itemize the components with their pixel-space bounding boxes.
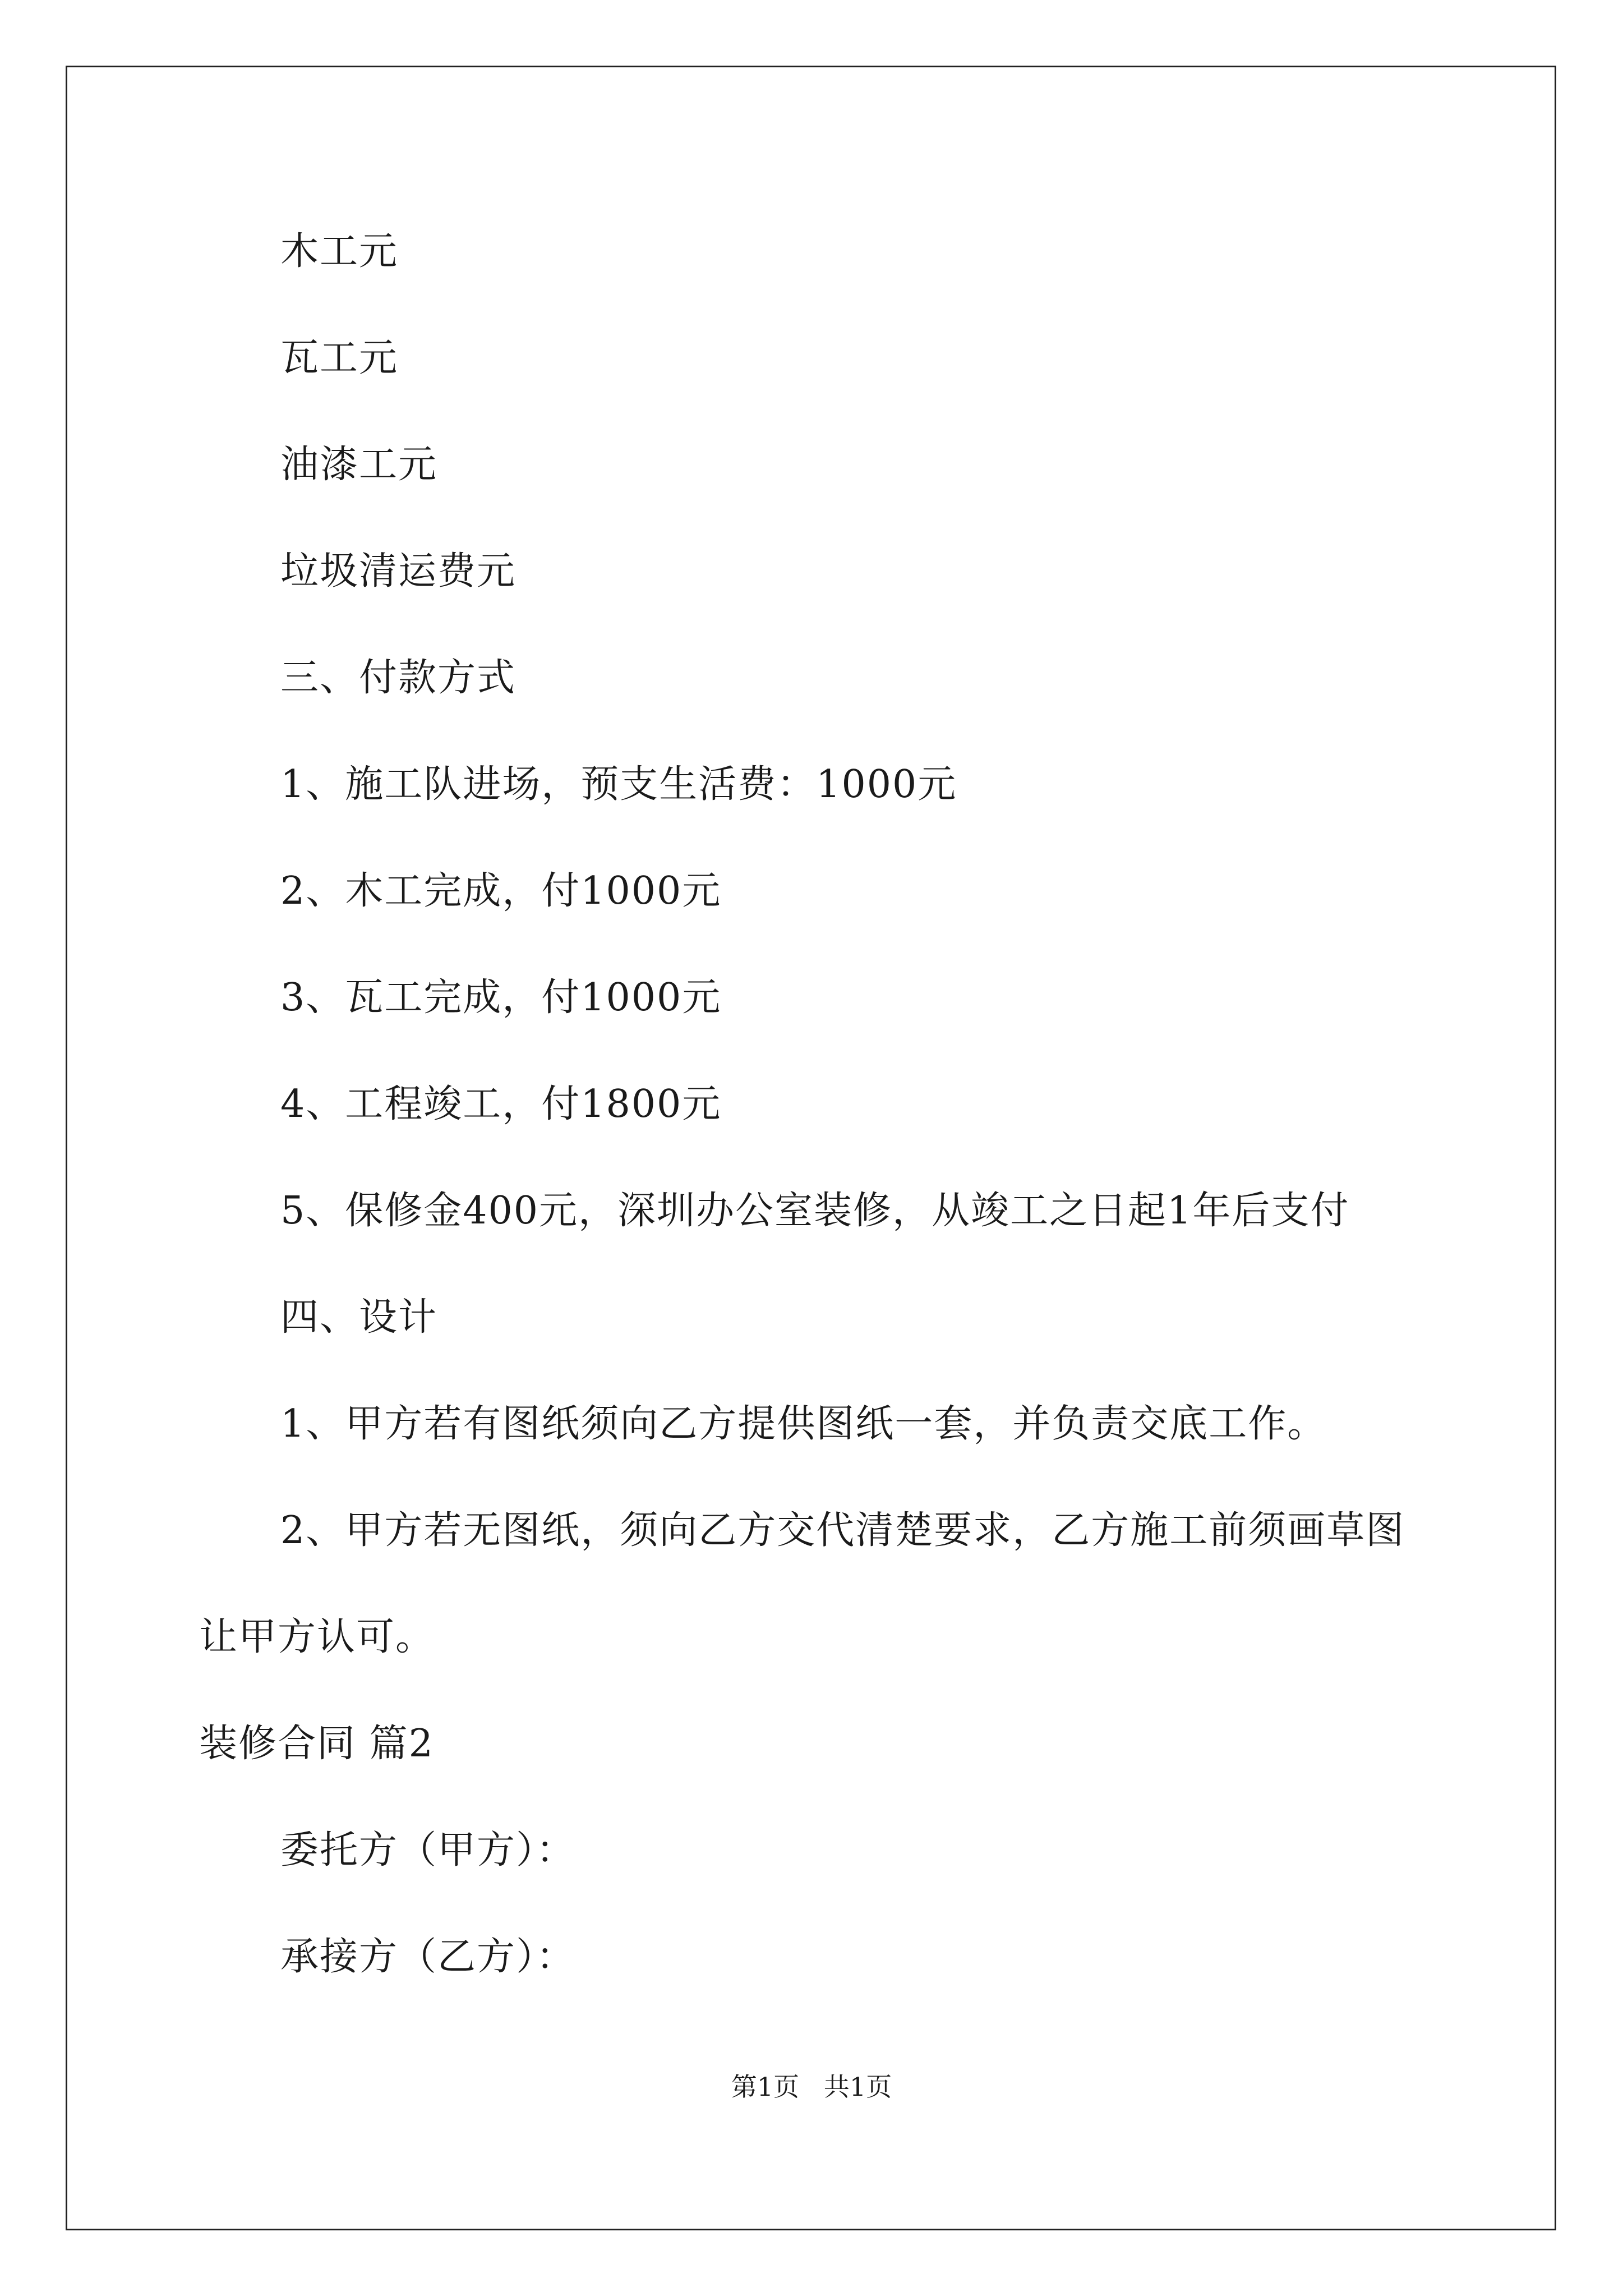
payment-item-3: 3、瓦工完成，付1000元 bbox=[280, 976, 722, 1020]
contract-heading: 装修合同 篇2 bbox=[199, 1722, 434, 1766]
design-item-2: 2、甲方若无图纸，须向乙方交代清楚要求，乙方施工前须画草图 bbox=[280, 1508, 1405, 1553]
item-tiling: 瓦工元 bbox=[280, 336, 399, 380]
design-item-1: 1、甲方若有图纸须向乙方提供图纸一套，并负责交底工作。 bbox=[280, 1402, 1327, 1446]
item-painting: 油漆工元 bbox=[280, 443, 438, 487]
item-waste-removal: 垃圾清运费元 bbox=[280, 549, 517, 593]
page-border bbox=[66, 66, 1556, 2230]
page-footer: 第1页 共1页 bbox=[731, 2072, 892, 2102]
party-a-label: 委托方（甲方）： bbox=[280, 1828, 576, 1872]
item-carpentry: 木工元 bbox=[280, 229, 399, 274]
payment-item-1: 1、施工队进场，预支生活费：1000元 bbox=[280, 762, 957, 807]
payment-item-5: 5、保修金400元，深圳办公室装修，从竣工之日起1年后支付 bbox=[280, 1189, 1350, 1233]
payment-item-4: 4、工程竣工，付1800元 bbox=[280, 1082, 722, 1126]
section-design: 四、设计 bbox=[280, 1295, 438, 1340]
payment-item-2: 2、木工完成，付1000元 bbox=[280, 869, 722, 913]
party-b-label: 承接方（乙方）： bbox=[280, 1935, 576, 1979]
section-payment: 三、付款方式 bbox=[280, 656, 517, 700]
design-item-2-cont: 让甲方认可。 bbox=[199, 1615, 435, 1659]
